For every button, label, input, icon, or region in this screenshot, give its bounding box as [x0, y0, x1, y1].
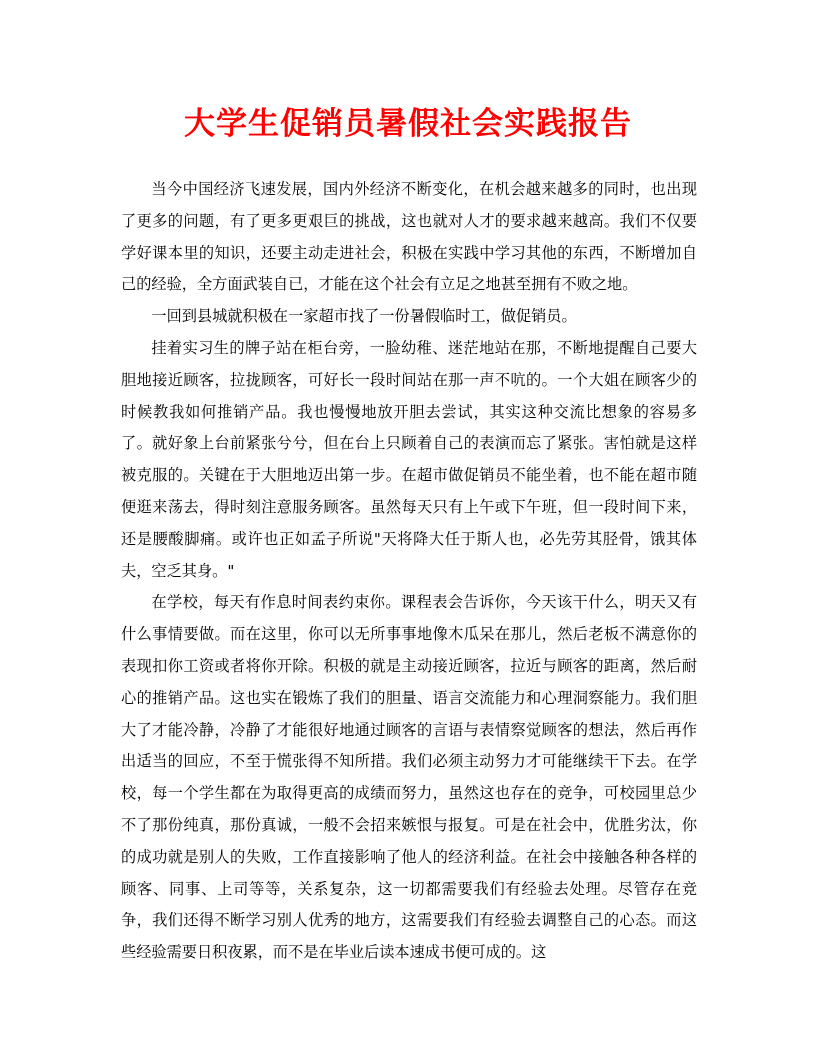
document-body: [121, 174, 697, 969]
document-title: 大学生促销员暑假社会实践报告: [184, 106, 632, 142]
paragraph-4: 在学校，每天有作息时间表约束你。课程表会告诉你，今天该干什么，明天又有什么事情要做。而在这里，你可以无所事事地像木瓜呆在那儿，然后老板不满意你的表现扣你工资或者将你开除。积极的就是主动接近顾客，拉近与顾客的距离，然后耐心的推销产品。这也实在锻炼了我们的胆量、语言交流能力和心理洞察能力。我们胆大了才能冷静，冷静了才能很好地通过顾客的言语与表情察觉顾客的想法，然后再作出适当的回应，不至于慌张得不知所措。我们必须主动努力才可能继续干下去。在学校，每一个学生都在为取得更高的成绩而努力，虽然这也存在的竞争，可校园里总少不了那份纯真，那份真诚，一般不会招来嫉恨与报复。可是在社会中，优胜劣汰，你的成功就是别人的失败，工作直接影响了他人的经济利益。在社会中接触各种各样的顾客、同事、上司等等，关系复杂，这一切都需要我们有经验去处理。尽管存在竞争，我们还得不断学习别人优秀的地方，这需要我们有经验去调整自己的心态。而这些经验需要日积夜累，而不是在毕业后读本速成书便可成的。这: [121, 593, 697, 962]
paragraph-3: 挂着实习生的牌子站在柜台旁，一脸幼稚、迷茫地站在那，不断地提醒自己要大胆地接近顾客，拉拢顾客，可好长一段时间站在那一声不吭的。一个大姐在顾客少的时候教我如何推销产品。我也慢慢地放开胆去尝试，其实这种交流比想象的容易多了。就好象上台前紧张兮兮，但在台上只顾着自己的表演而忘了紧张。害怕就是这样被克服的。关键在于大胆地迈出第一步。在超市做促销员不能坐着，也不能在超市随便逛来荡去，得时刻注意服务顾客。虽然每天只有上午或下午班，但一段时间下来，还是腰酸脚痛。或许也正如孟子所说"天将降大任于斯人也，必先劳其胫骨，饿其体夫，空乏其身。": [121, 338, 697, 580]
paragraph-2: 一回到县城就积极在一家超市找了一份暑假临时工，做促销员。: [151, 307, 577, 326]
paragraph-1: 当今中国经济飞速发展，国内外经济不断变化，在机会越来越多的同时，也出现了更多的问题，有了更多更艰巨的挑战，这也就对人才的要求越来越高。我们不仅要学好课本里的知识，还要主动走进社会，积极在实践中学习其他的东西，不断增加自己的经验，全方面武装自已，才能在这个社会有立足之地甚至拥有不败之地。: [121, 180, 697, 294]
